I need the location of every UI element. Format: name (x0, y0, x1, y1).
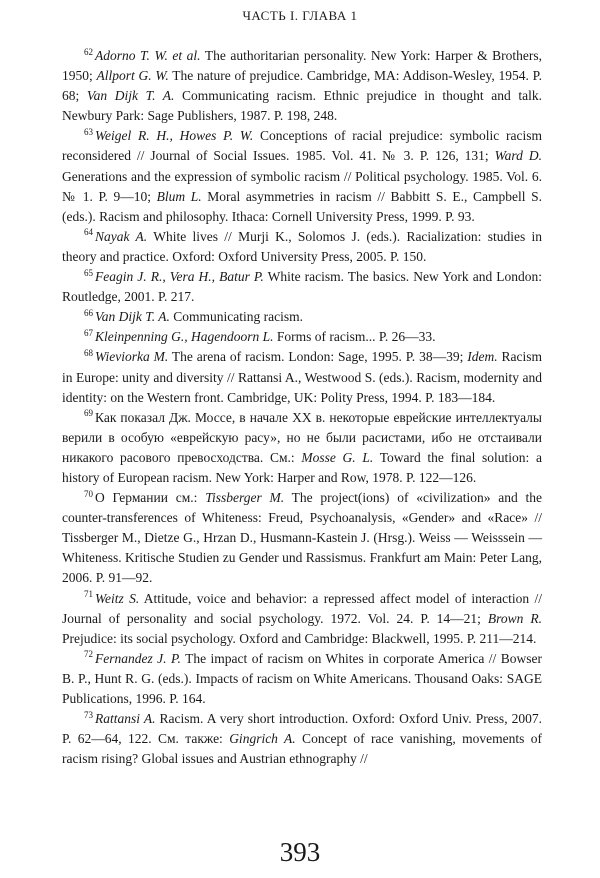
footnote-author: Van Dijk T. A. (95, 309, 170, 325)
footnote-author: Ward D. (494, 148, 542, 164)
footnote-text: Communicating racism. (169, 309, 303, 325)
footnote-text: Racism in Europe: unity and diversity // Rattansi A., Westwood S. (eds.). Racism, modernity and identity: on the Western front. Cambridge, UK: Polity Press, 1994. P. 183—184. (62, 349, 543, 405)
footnote-number: 65 (84, 267, 93, 278)
footnote-number: 72 (84, 649, 93, 660)
footnote-number: 66 (84, 307, 93, 318)
footnote-text: The authoritarian personality. New York: Harper & Brothers, 1950; (62, 48, 542, 84)
footnote-text: White racism. The basics. New York and London: Routledge, 2001. P. 217. (62, 269, 542, 305)
footnote-text: Concept of race vanishing, movements of racism rising? Global issues and Austrian ethnography // (62, 731, 542, 767)
footnote-author: Brown R. (487, 610, 543, 626)
running-head: ЧАСТЬ I. ГЛАВА 1 (242, 8, 358, 23)
footnote (62, 46, 542, 126)
page-number: 393 (279, 837, 321, 867)
footnote-number: 63 (84, 126, 93, 137)
footnote (62, 649, 542, 709)
footnote-text: Communicating racism. Ethnic prejudice in thought and talk. Newbury Park: Sage Publishers, 1987. P. 198, 248. (62, 88, 542, 124)
footnote-author: Kleinpenning G., Hagendoorn L. (95, 329, 274, 345)
footnote-text: Racism. A very short introduction. Oxford: Oxford Univ. Press, 2007. P. 62—64, 122. См. также: (62, 711, 542, 747)
footnote-text: О Германии см.: (95, 490, 206, 506)
footnote-number: 62 (84, 46, 93, 57)
footnote-text: The impact of racism on Whites in corporate America // Bowser B. P., Hunt R. G. (eds.). Impacts of racism on White Americans. Thousand Oaks: SAGE Publications, 1996. P. 164. (62, 650, 542, 706)
footnote-author: Rattansi A. (95, 711, 156, 727)
footnote-author: Nayak A. (95, 228, 148, 244)
footnote-text: The arena of racism. London: Sage, 1995. P. 38—39; (168, 349, 468, 365)
footnote (62, 709, 542, 769)
footnote-text: White lives // Murji K., Solomos J. (eds.). Racialization: studies in theory and practice. Oxford: Oxford University Press, 2005. P. 150. (62, 228, 542, 264)
footnote (62, 227, 542, 267)
footnote-text: Forms of racism... P. 26—33. (273, 329, 436, 345)
footnote (62, 347, 542, 407)
footnotes-list (62, 46, 542, 769)
footnote-author: Weigel R. H., Howes P. W. (95, 128, 254, 144)
footnote-author: Weitz S. (95, 590, 140, 606)
footnote (62, 327, 542, 347)
footnote-text: Moral asymmetries in racism // Babbitt S. E., Campbell S. (eds.). Racism and philosophy. Ithaca: Cornell University Press, 1999. P. 93. (62, 188, 542, 224)
footnote-author: Adorno T. W. et al. (95, 48, 201, 63)
footnote-text: Prejudice: its social psychology. Oxford and Cambridge: Blackwell, 1995. P. 211—214. (62, 630, 537, 646)
footnote-author: Mosse G. L. (301, 449, 374, 465)
footnote-number: 69 (84, 408, 93, 419)
footnote-text: The nature of prejudice. Cambridge, MA: Addison-Wesley, 1954. P. 68; (62, 68, 542, 104)
footnote-author: Allport G. W. (96, 68, 169, 84)
footnote-number: 71 (84, 589, 93, 600)
footnote-author: Blum L. (156, 188, 202, 204)
footnote-text: Attitude, voice and behavior: a repressed affect model of interaction // Journal of personality and social psychology. 1972. Vol. 24. P. 14—21; (62, 590, 542, 626)
footnote-number: 64 (84, 227, 93, 238)
footnote-author: Tissberger M. (205, 490, 285, 506)
footnote-text: Generations and the expression of symbolic racism // Political psychology. 1985. Vol. 6. № 1. P. 9—10; (62, 168, 542, 204)
footnote-number: 73 (84, 709, 93, 720)
footnote-number: 70 (84, 488, 93, 499)
footnote (62, 488, 542, 588)
footnote-text: Conceptions of racial prejudice: symbolic racism reconsidered // Journal of Social Issues. 1985. Vol. 41. № 3. P. 126, 131; (62, 128, 542, 164)
footnote (62, 267, 542, 307)
footnote-author: Fernandez J. P. (95, 650, 181, 666)
footnote-text: The project(ions) of «civilization» and the counter-transferences of Whiteness: Freud, Psychoanalysis, «Gender» and «Race» // Tissberger M., Dietze G., Hrzan D., Husmann-Kastein J. (Hrsg.). Weiss — Weisssein — Whiteness. Kritische Studien zu Gender und Rassismus. Frankfurt am Main: Peter Lang, 2006. P. 91—92. (62, 490, 543, 586)
footnote-text: Toward the final solution: a history of European racism. New York: Harper and Row, 1978. P. 122—126. (62, 449, 542, 485)
footnote (62, 307, 542, 327)
footnote-author: Idem. (467, 349, 498, 365)
footnote (62, 408, 542, 488)
footnote (62, 589, 542, 649)
footnote-number: 68 (84, 347, 93, 358)
footnote-author: Feagin J. R., Vera H., Batur P. (95, 269, 264, 285)
footnote-author: Wieviorka M. (95, 349, 169, 365)
footnote-author: Gingrich A. (229, 731, 296, 747)
footnote-number: 67 (84, 327, 93, 338)
footnote (62, 126, 542, 226)
footnote-text: Как показал Дж. Моссе, в начале XX в. некоторые еврейские интеллектуалы верили в особую «еврейскую расу», но не были расистами, ибо не отстаивали никакого расового превосходства. См.: (62, 409, 542, 465)
footnote-author: Van Dijk T. A. (86, 88, 175, 104)
